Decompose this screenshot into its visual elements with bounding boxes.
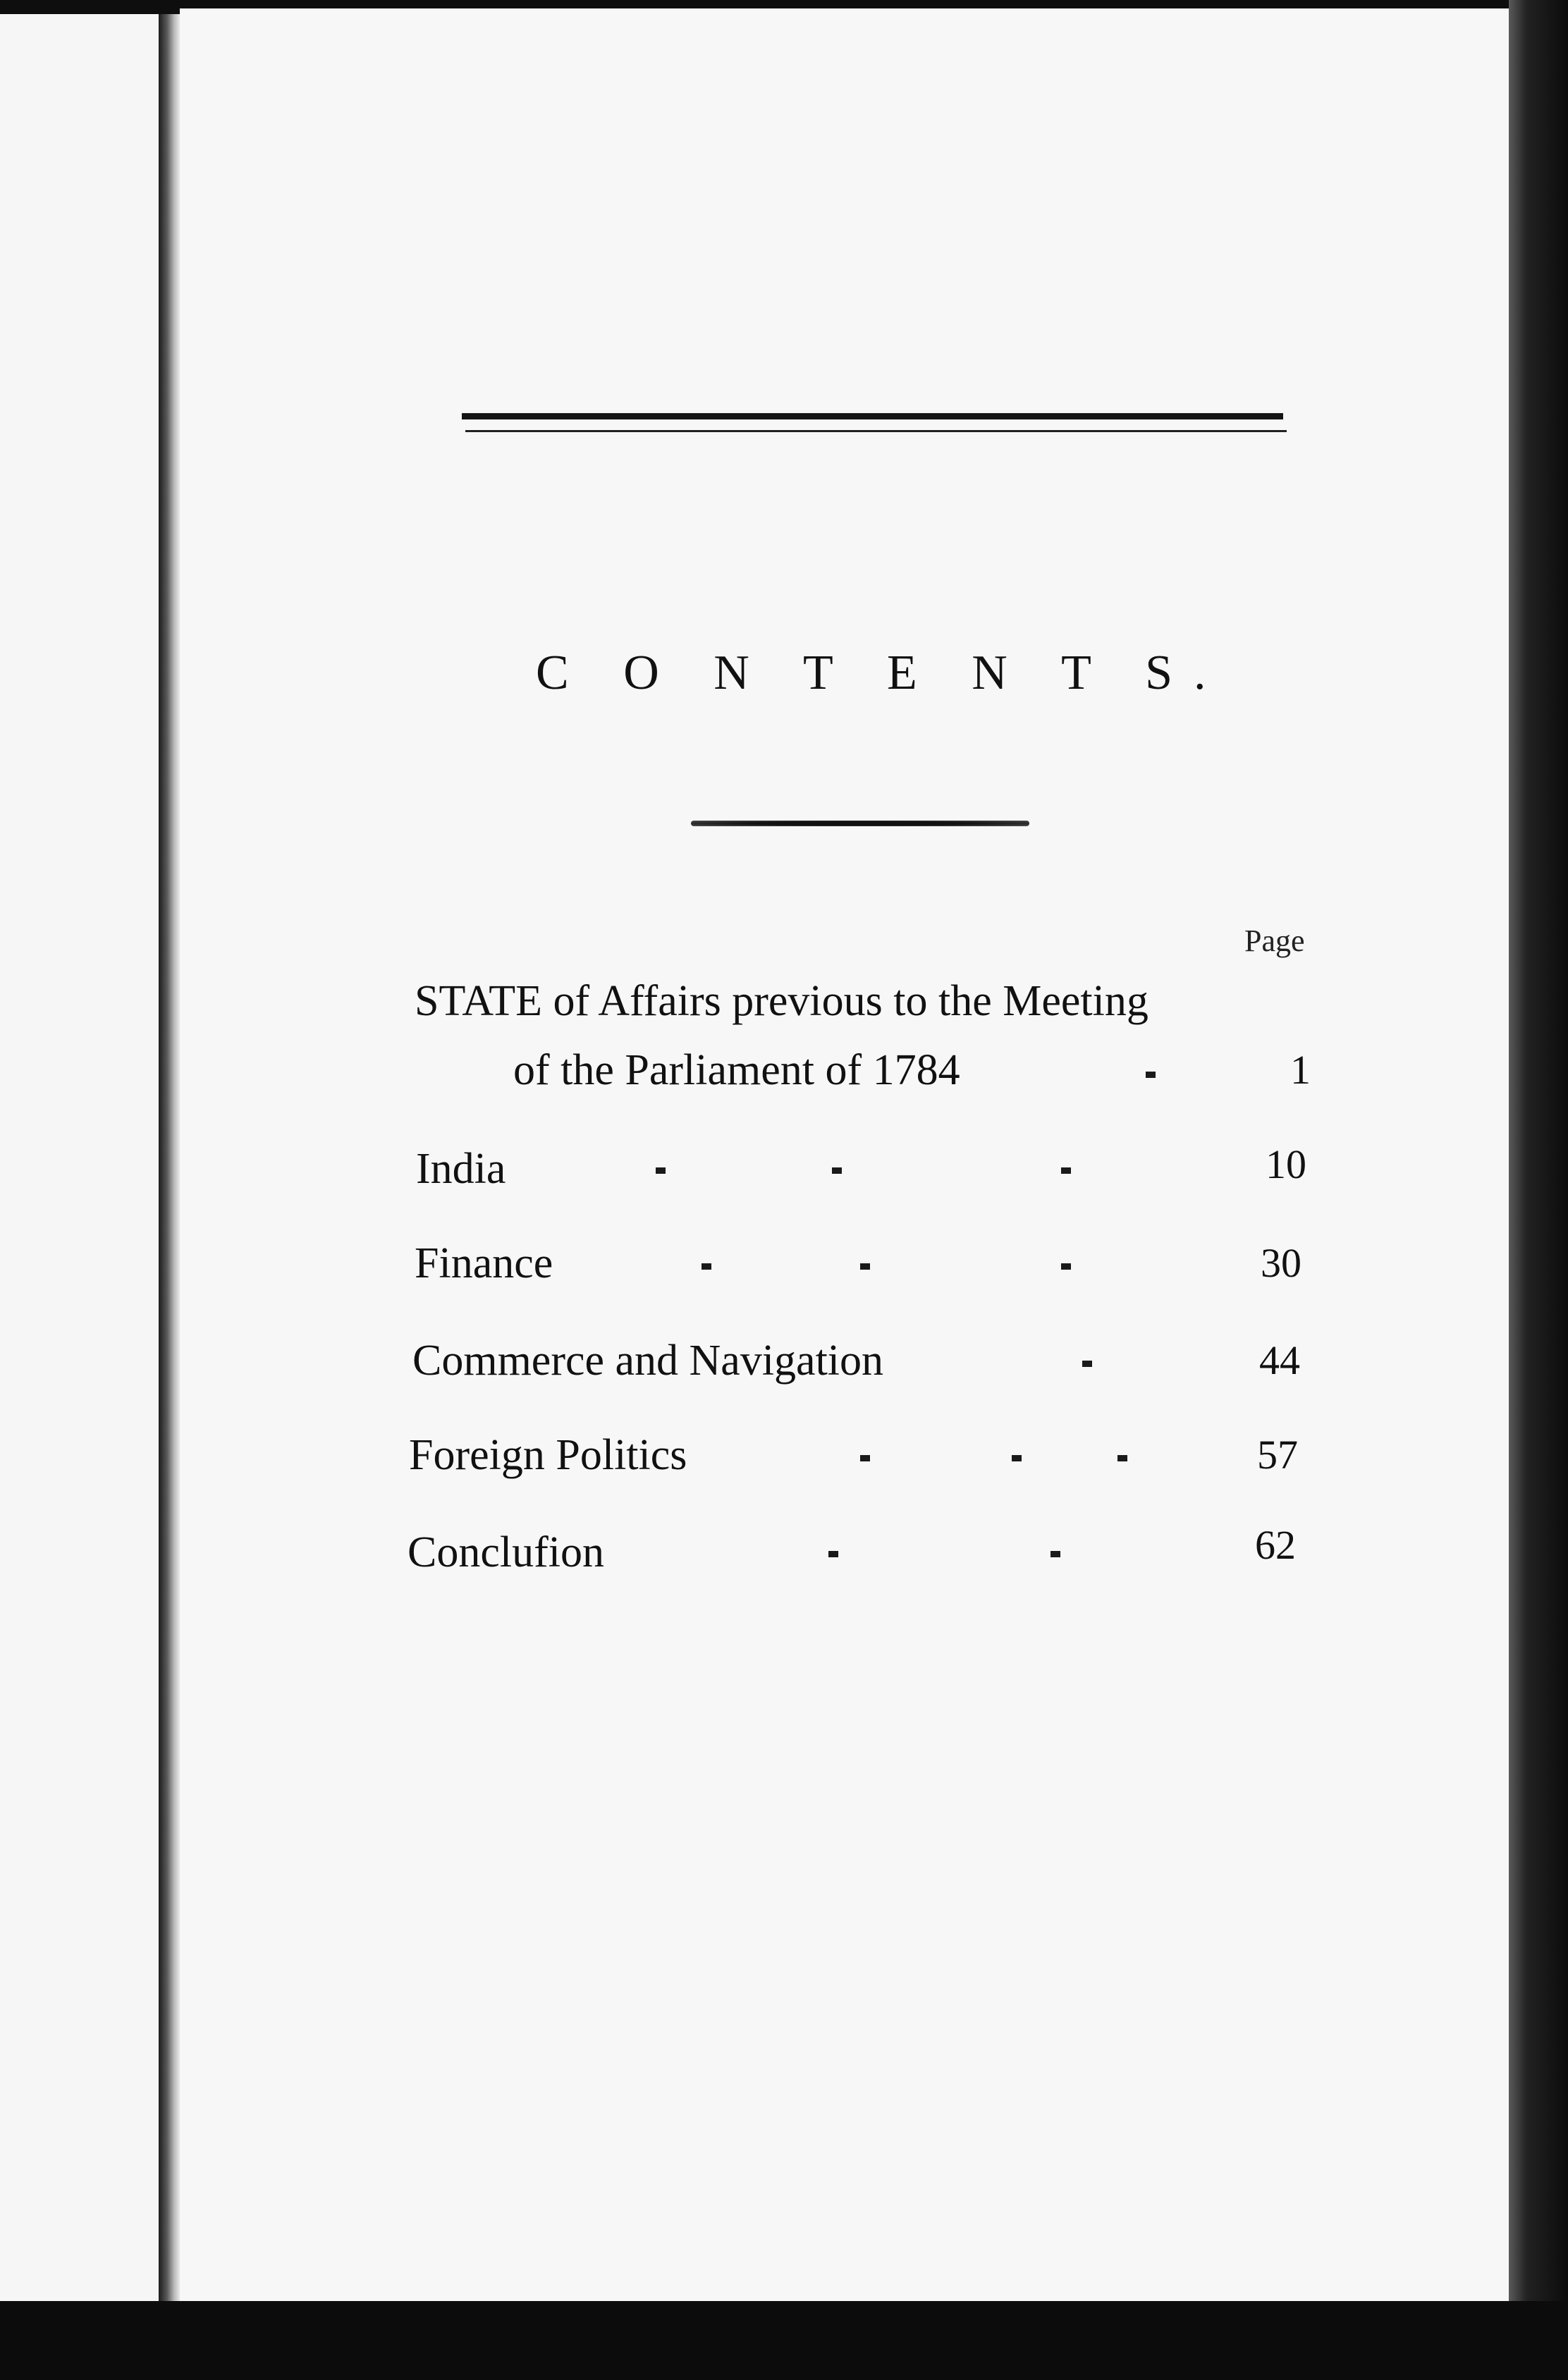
toc-page-number: 44	[1259, 1337, 1300, 1383]
toc-entry-title-line2: of the Parliament of 1784	[513, 1046, 960, 1094]
leader-dash	[1061, 1167, 1071, 1174]
toc-page-number: 57	[1257, 1432, 1298, 1478]
contents-heading: C O N T E N T S.	[536, 646, 1227, 700]
toc-page-number: 10	[1266, 1141, 1306, 1187]
toc-page-number: 62	[1255, 1522, 1296, 1568]
leader-dash	[1082, 1361, 1092, 1367]
top-double-rule-thin	[465, 430, 1287, 432]
toc-entry-title: India	[416, 1145, 506, 1193]
toc-entry-title: Commerce and Navigation	[412, 1337, 884, 1385]
leader-dash	[656, 1167, 666, 1174]
leader-dash	[828, 1551, 838, 1557]
leader-dash	[1051, 1551, 1060, 1557]
page-column-label: Page	[1244, 924, 1305, 958]
bottom-page-edge	[0, 2301, 1568, 2380]
toc-page-number: 30	[1261, 1240, 1301, 1286]
contents-page	[180, 8, 1509, 2301]
leader-dash	[832, 1167, 842, 1174]
leader-dash	[1012, 1455, 1022, 1461]
left-page-edge	[0, 14, 159, 2305]
book-gutter	[159, 14, 180, 2305]
toc-entry-title: Finance	[415, 1239, 553, 1287]
leader-dash	[1061, 1263, 1071, 1270]
toc-page-number: 1	[1290, 1047, 1311, 1093]
leader-dash	[702, 1263, 711, 1270]
leader-dash	[1146, 1072, 1156, 1078]
top-double-rule-thick	[462, 413, 1283, 419]
leader-dash	[1117, 1455, 1127, 1461]
toc-entry-title: Foreign Politics	[409, 1431, 687, 1479]
right-page-edge	[1509, 0, 1568, 2380]
toc-entry-title-line1: STATE of Affairs previous to the Meeting	[415, 977, 1149, 1025]
heading-ornament-rule	[691, 821, 1029, 826]
leader-dash	[860, 1455, 870, 1461]
leader-dash	[860, 1263, 870, 1270]
toc-entry-title: Conclufion	[408, 1528, 604, 1576]
